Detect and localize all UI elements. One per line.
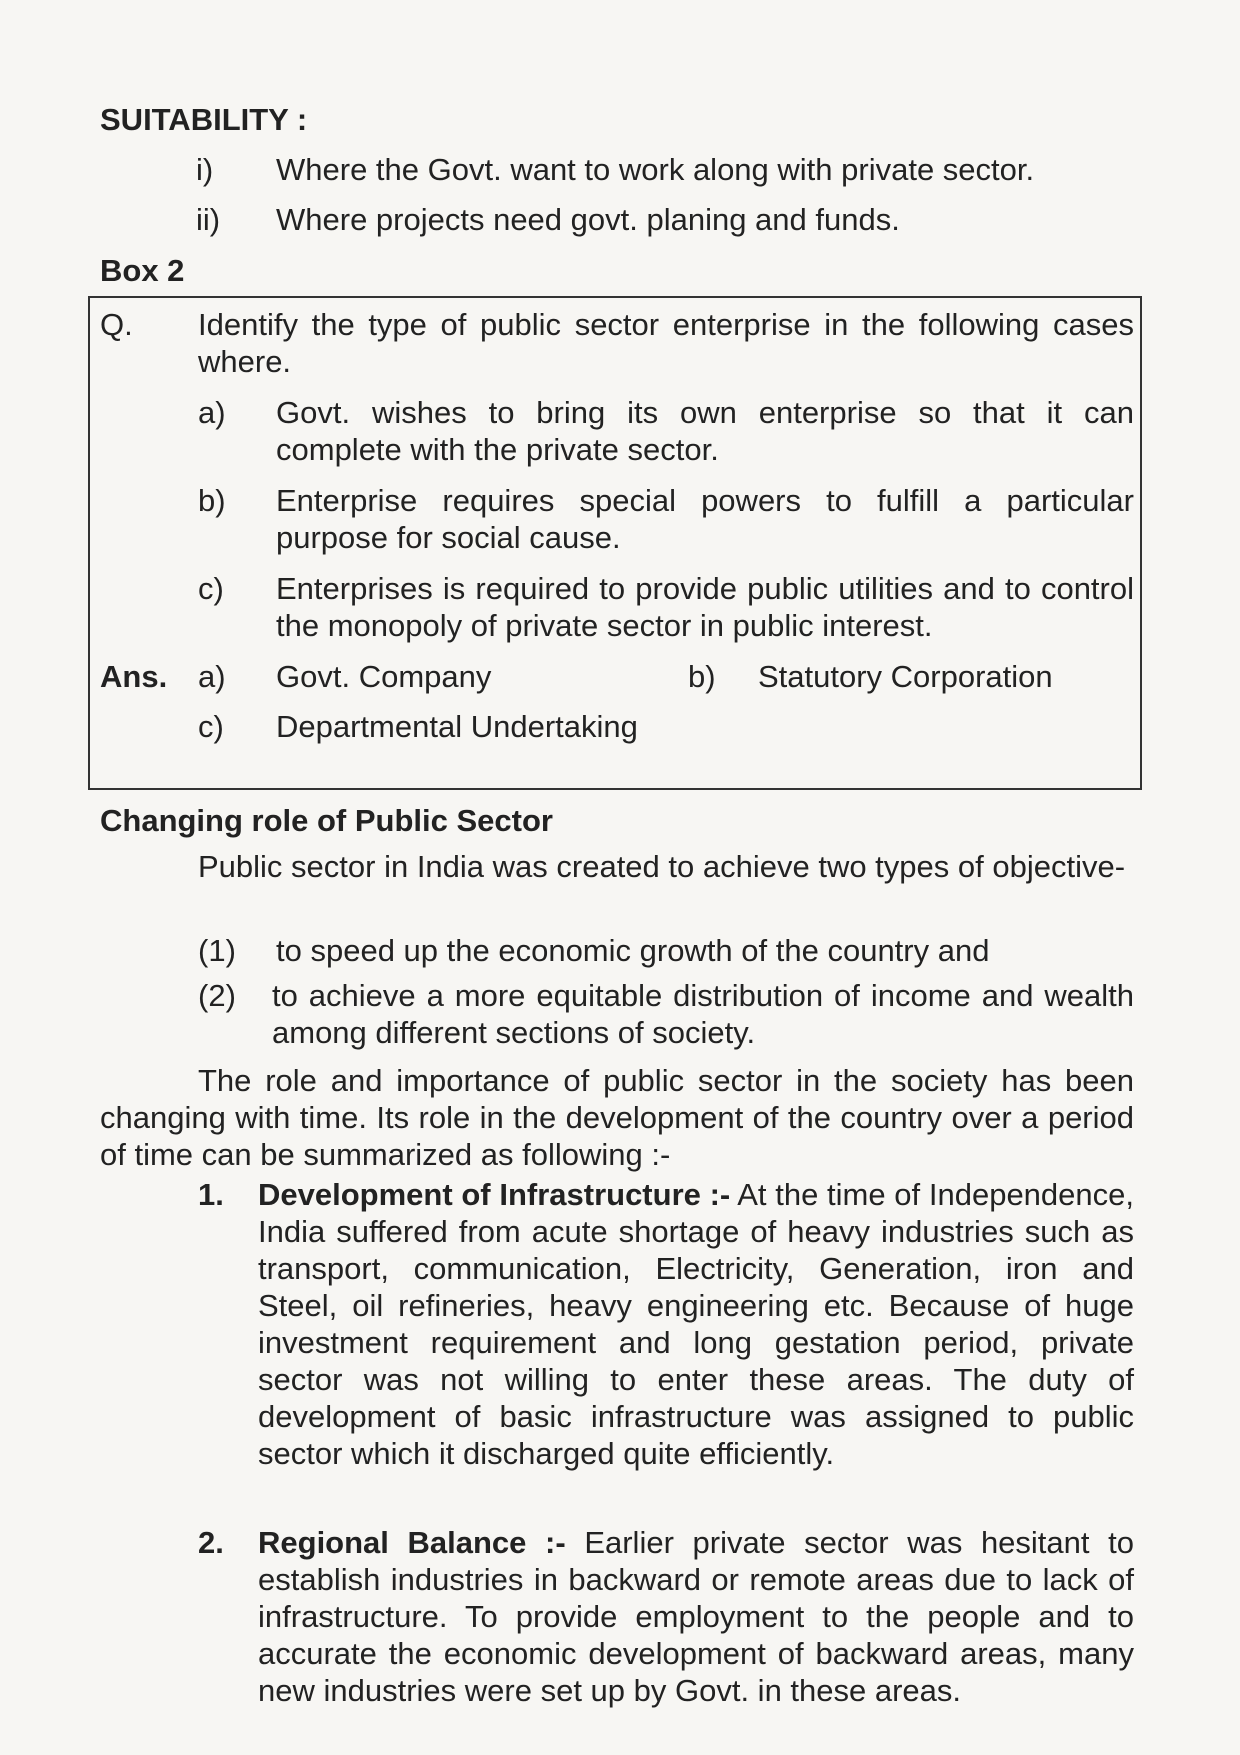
case-marker: a): [198, 395, 226, 430]
answer-text: Statutory Corporation: [758, 659, 1053, 694]
case-item: [198, 570, 1134, 644]
answer-item: [198, 708, 638, 745]
case-text: Enterprise requires special powers to fulfill a particular purpose for social cause.: [276, 483, 1134, 555]
answer-item: [198, 658, 491, 695]
answer-marker: b): [688, 659, 716, 694]
point-title: Regional Balance :-: [258, 1525, 566, 1560]
answer-marker: c): [198, 709, 224, 744]
suitability-heading: SUITABILITY :: [100, 102, 308, 137]
answer-marker: a): [198, 659, 226, 694]
item-text: Where the Govt. want to work along with private sector.: [276, 152, 1035, 187]
suitability-item: [196, 201, 1136, 238]
suitability-item: [196, 151, 1136, 188]
question-marker: Q.: [100, 307, 133, 342]
box-label: Box 2: [100, 253, 185, 288]
objective-marker: (2): [198, 978, 236, 1013]
answer-item: [688, 658, 1053, 695]
answer-text: Departmental Undertaking: [276, 709, 638, 744]
point-marker: 2.: [198, 1525, 224, 1560]
point-title: Development of Infrastructure :-: [258, 1177, 731, 1212]
item-marker: ii): [196, 202, 221, 237]
point-body: [258, 1176, 1134, 1472]
point-body: [258, 1524, 1134, 1709]
answer-text: Govt. Company: [276, 659, 492, 694]
point-item: [198, 1176, 1134, 1472]
case-item: [198, 482, 1134, 556]
section-heading: Changing role of Public Sector: [100, 803, 553, 838]
point-marker: 1.: [198, 1177, 224, 1212]
point-text: At the time of Independence, India suffered from acute shortage of heavy industries such as transport, communication, Electricity, Generation, iron and Steel, oil refineries, heavy engineering etc. Because of huge investment requirement and long gestation period, private sector was not willing to enter these areas. The duty of development of basic infrastructure was assigned to public sector which it discharged quite efficiently.: [258, 1177, 1134, 1471]
item-marker: i): [196, 152, 214, 187]
case-text: Govt. wishes to bring its own enterprise so that it can complete with the private sector.: [276, 395, 1134, 467]
point-text: Earlier private sector was hesitant to establish industries in backward or remote areas due to lack of infrastructure. To provide employment to the people and to accurate the economic development of backward areas, many new industries were set up by Govt. in these areas.: [258, 1525, 1134, 1708]
objective-text: to speed up the economic growth of the country and: [276, 933, 990, 968]
objective-item: [198, 977, 1134, 1051]
case-marker: c): [198, 571, 224, 606]
point-item: [198, 1524, 1134, 1709]
case-text: Enterprises is required to provide public utilities and to control the monopoly of private sector in public interest.: [276, 571, 1134, 643]
objective-item: [198, 932, 1134, 969]
item-text: Where projects need govt. planing and funds.: [276, 202, 900, 237]
objective-marker: (1): [198, 933, 236, 968]
case-marker: b): [198, 483, 226, 518]
case-item: [198, 394, 1134, 468]
intro-paragraph: Public sector in India was created to achieve two types of objective-: [198, 849, 1126, 884]
question-text: Identify the type of public sector enterprise in the following cases where.: [198, 307, 1134, 379]
body-paragraph: The role and importance of public sector in the society has been changing with time. Its role in the development of the country over a period of time can be summarized as following :-: [100, 1063, 1134, 1172]
answer-label: Ans.: [100, 659, 168, 694]
objective-text: to achieve a more equitable distribution of income and wealth among different sections of society.: [272, 978, 1134, 1050]
